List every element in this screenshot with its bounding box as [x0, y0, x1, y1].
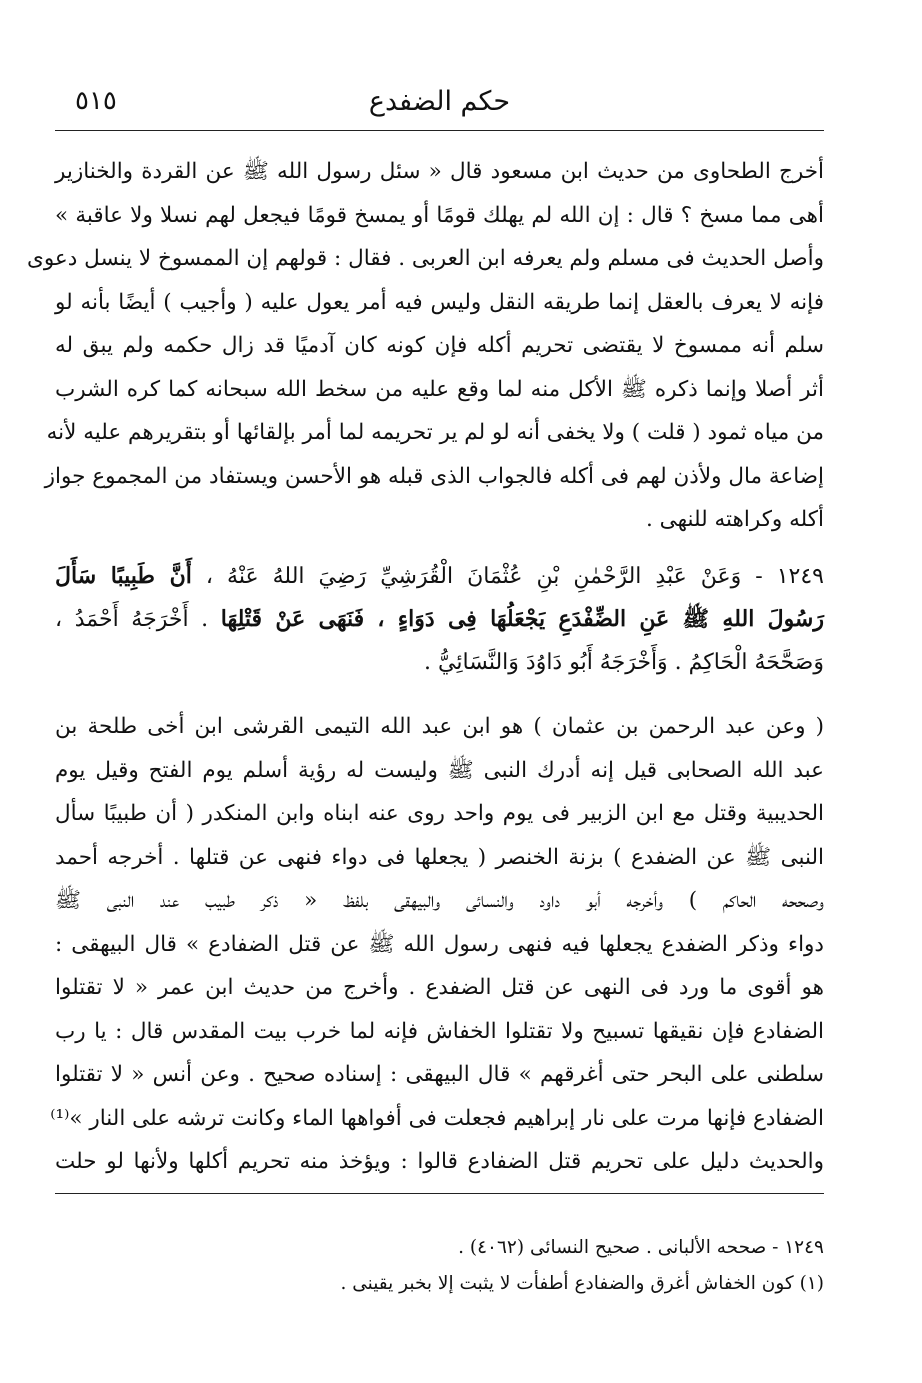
hadith-takhrij: . أَخْرَجَهُ أَحْمَدُ ، [55, 607, 221, 632]
footnote-1: (١) كون الخفاش أغرق والضفادع أطفأت لا يثبت إلا بخبر يقينى . [340, 1273, 824, 1294]
hadith-text [55, 555, 824, 684]
text-line: الحديبية وقتل مع ابن الزبير فى يوم واحد روى عنه ابناه وابن المنكدر ( أن طبيبًا سأل [55, 801, 824, 826]
page-header [55, 86, 824, 131]
hadith-line: وَصَحَّحَهُ الْحَاكِمُ . وَأَخْرَجَهُ أَبُو دَاوُدَ وَالنَّسَائِيُّ . [424, 650, 824, 675]
text-line: سلطنى على البحر حتى أغرقهم » قال البيهقى : إسناده صحيح . وعن أنس « لا تقتلوا [55, 1062, 824, 1087]
hadith-matn: رَسُولَ اللهِ ﷺ عَنِ الضِّفْدَعِ يَجْعَلُهَا فِى دَوَاءٍ ، فَنَهَى عَنْ قَتْلِهَا [220, 606, 824, 632]
hadith-line [55, 598, 824, 641]
page-number: ٥١٥ [75, 86, 117, 116]
text-line: دواء وذكر الضفدع يجعلها فيه فنهى رسول الله ﷺ عن قتل الضفادع » قال البيهقى : [55, 931, 824, 957]
text-line: النبى ﷺ عن الضفدع ) بزنة الخنصر ( يجعلها فى دواء فنهى عن قتلها . أخرجه أحمد [55, 844, 824, 870]
text-line: أهى مما مسخ ؟ قال : إن الله لم يهلك قومًا أو يمسخ قومًا فيجعل لهم نسلا ولا عاقبة » [55, 202, 824, 228]
footnote-hadith-grading: ١٢٤٩ - صححه الألبانى . صحيح النسائى (٤٠٦٢) . [458, 1237, 824, 1258]
text-line: من مياه ثمود ( قلت ) ولا يخفى أنه لو لم ير تحريمه لما أمر بإلقائها أو بتقريرهم عليه لأنه [46, 420, 824, 445]
commentary-paragraph-2 [50, 705, 824, 1184]
hadith-matn: أَنَّ طَبِيبًا سَأَلَ [55, 563, 192, 589]
text-line: الضفادع فإن نقيقها تسبيح ولا تقتلوا الخفاش فإنه لما خرب بيت المقدس قال : يا رب [55, 1018, 824, 1044]
text-line: الضفادع فإنها مرت على نار إبراهيم فجعلت فى أفواهها الماء وكانت ترشه على النار »⁽¹⁾ [50, 1105, 824, 1131]
text-line: إضاعة مال ولأذن لهم فى أكله فالجواب الذى قبله هو الأحسن ويستفاد من المجموع جواز [44, 463, 824, 489]
text-line: سلم أنه ممسوخ لا يقتضى تحريم أكله فإن كونه كان آدميًا قد زال حكمه ولم يبق له [55, 333, 824, 358]
hadith-narration: ١٢٤٩ - وَعَنْ عَبْدِ الرَّحْمٰنِ بْنِ عُثْمَانَ الْقُرَشِيِّ رَضِيَ اللهُ عَنْهُ ، [191, 564, 824, 589]
text-line: وصححه الحاكم ) وأخرجه أبو داود والنسائى والبيهقى بلفظ « ذكر طبيب عند النبى ﷺ [55, 888, 824, 913]
text-line: فإنه لا يعرف بالعقل إنما طريقه النقل وليس فيه أمر يعول عليه ( وأجيب ) أيضًا بأنه لو [55, 289, 824, 315]
text-line: وأصل الحديث فى مسلم ولم يعرفه ابن العربى . فقال : قولهم إن الممسوخ لا ينسل دعوى [26, 246, 824, 271]
text-line: هو أقوى ما ورد فى النهى عن قتل الضفدع . وأخرج من حديث ابن عمر « لا تقتلوا [55, 975, 824, 1000]
text-line: عبد الله الصحابى قيل إنه أدرك النبى ﷺ وليست له رؤية أسلم يوم الفتح وقيل يوم [55, 757, 824, 783]
commentary-paragraph-1 [26, 150, 824, 542]
footnote-separator [55, 1193, 824, 1194]
text-line: أثر أصلا وإنما ذكره ﷺ الأكل منه لما وقع عليه من سخط الله سبحانه كما كره الشرب [55, 376, 824, 402]
text-line: أخرج الطحاوى من حديث ابن مسعود قال « سئل رسول الله ﷺ عن القردة والخنازير [55, 159, 824, 184]
text-line: أكله وكراهته للنهى . [646, 507, 824, 532]
hadith-line [55, 555, 824, 598]
footnotes [55, 1230, 824, 1302]
running-title: حكم الضفدع [368, 86, 511, 117]
text-line: ( وعن عبد الرحمن بن عثمان ) هو ابن عبد الله التيمى القرشى ابن أخى طلحة بن [55, 714, 824, 739]
text-line: والحديث دليل على تحريم قتل الضفادع قالوا : ويؤخذ منه تحريم أكلها ولأنها لو حلت [55, 1149, 824, 1174]
